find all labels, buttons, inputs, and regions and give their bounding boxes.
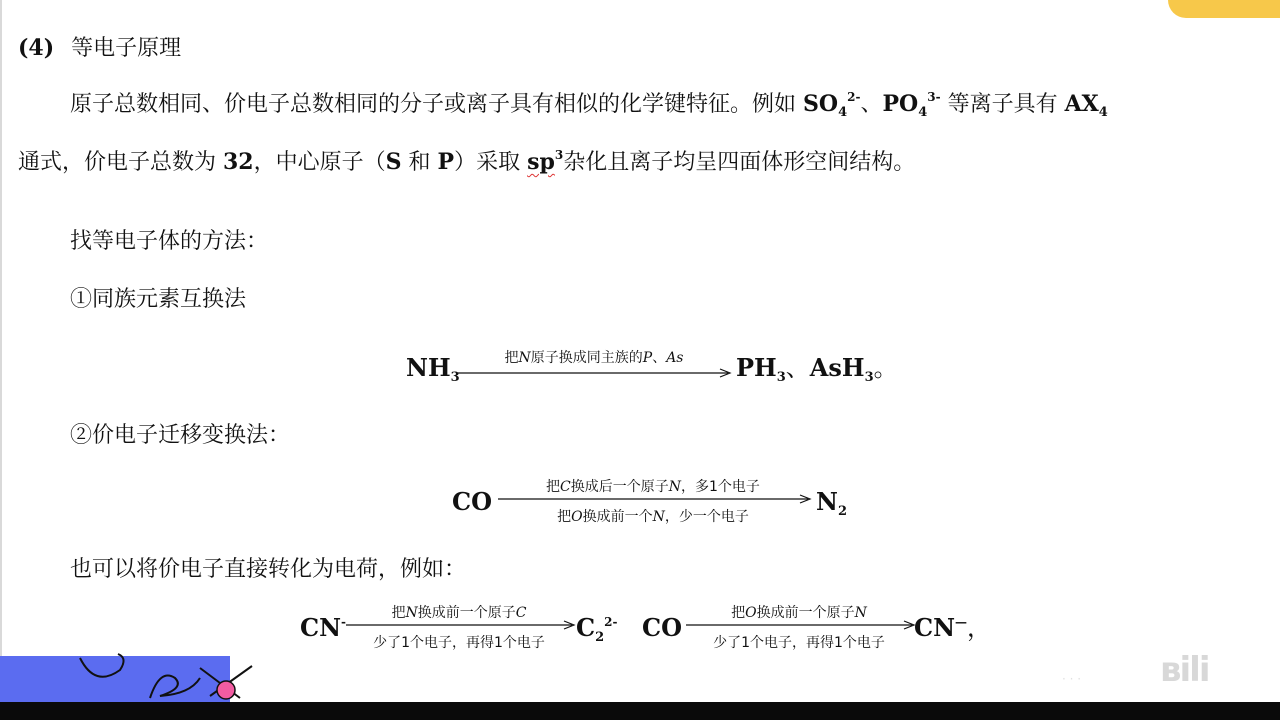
so4-subscript: 4 bbox=[838, 105, 848, 120]
bilibili-watermark-icon: ʙili bbox=[1160, 650, 1209, 690]
label-text: 、 bbox=[652, 350, 667, 366]
paragraph-line-1 bbox=[70, 90, 1108, 122]
method2-title: ②价电子迁移变换法： bbox=[70, 423, 291, 448]
formula-nh3: NH bbox=[406, 353, 451, 382]
method1-title: ①同族元素互换法 bbox=[70, 287, 247, 312]
heading-title: 等电子原理 bbox=[71, 36, 182, 61]
label-var-n: N bbox=[652, 509, 665, 525]
paragraph-text: 原子总数相同、价电子总数相同的分子或离子具有相似的化学键特征。例如 bbox=[70, 92, 803, 117]
label-var-n: N bbox=[518, 350, 531, 366]
cn-charge: - bbox=[341, 615, 347, 629]
method2-left-formula: CO bbox=[452, 487, 493, 516]
ax4-subscript: 4 bbox=[1098, 105, 1108, 120]
so4-charge: 2- bbox=[847, 90, 861, 104]
charge-title: 也可以将价电子直接转化为电荷，例如： bbox=[70, 557, 467, 582]
label-text: 原子换成同主族的 bbox=[530, 350, 643, 366]
po4-subscript: 4 bbox=[918, 105, 928, 120]
heading-number: (4) bbox=[18, 35, 55, 61]
label-var-o: O bbox=[745, 605, 757, 621]
paragraph-text: ，中心原子（ bbox=[253, 150, 386, 175]
ash3-subscript: 3 bbox=[864, 370, 874, 385]
formula-ax4: AX bbox=[1064, 91, 1099, 117]
charge2-reaction-arrow bbox=[686, 620, 916, 630]
bottom-left-decoration bbox=[0, 648, 260, 702]
charge2-left-formula: CO bbox=[642, 613, 683, 642]
corner-decoration bbox=[1168, 0, 1280, 18]
c2-charge: 2- bbox=[604, 615, 618, 629]
nh3-subscript: 3 bbox=[450, 370, 460, 385]
method1-reaction-arrow bbox=[458, 368, 732, 378]
paragraph-text: 通式，价电子总数为 bbox=[18, 150, 223, 175]
bottom-black-bar bbox=[0, 702, 1280, 720]
label-var-o: O bbox=[571, 509, 583, 525]
formula-ash3: AsH bbox=[809, 353, 865, 382]
formula-po4: PO bbox=[882, 91, 919, 117]
method2-right-formula bbox=[816, 488, 847, 521]
paragraph-text: 杂化且离子均呈四面体形空间结构。 bbox=[563, 150, 916, 175]
charge2-right-formula bbox=[914, 614, 991, 646]
label-text: 换成后一个原子 bbox=[570, 479, 669, 495]
formula-so4: SO bbox=[803, 91, 839, 117]
paragraph-text: ）采取 bbox=[454, 150, 528, 175]
label-text: 把 bbox=[557, 509, 572, 525]
label-text: 换成前一个 bbox=[582, 509, 653, 525]
slide-left-border bbox=[0, 0, 2, 702]
label-var-n: N bbox=[405, 605, 418, 621]
label-var-n: N bbox=[854, 605, 867, 621]
method1-arrow-label bbox=[460, 349, 728, 367]
charge2-arrow-bottom-label: 少了1个电子，再得1个电子 bbox=[713, 635, 885, 651]
electron-count: 32 bbox=[223, 149, 254, 175]
period: 。 bbox=[873, 354, 898, 382]
charge1-left-formula bbox=[300, 614, 346, 646]
n2-subscript: 2 bbox=[837, 504, 847, 519]
formula-n2: N bbox=[816, 487, 838, 516]
label-text: ，少一个电子 bbox=[664, 509, 749, 525]
formula-cn: CN bbox=[914, 613, 956, 642]
formula-cn: CN bbox=[300, 613, 342, 642]
label-text: 把 bbox=[731, 605, 746, 621]
element-s: S bbox=[385, 149, 402, 175]
sp3-superscript: 3 bbox=[554, 148, 564, 162]
label-var-as: As bbox=[666, 350, 684, 366]
separator: 、 bbox=[860, 92, 883, 117]
label-var-n: N bbox=[668, 479, 682, 495]
comma: ， bbox=[967, 614, 992, 642]
methods-title: 找等电子体的方法： bbox=[70, 229, 269, 254]
label-text: ，多1个电子 bbox=[681, 479, 760, 495]
charge1-arrow-bottom-label: 少了1个电子，再得1个电子 bbox=[373, 635, 545, 651]
method2-arrow-bottom-label bbox=[498, 508, 808, 526]
paragraph-line-2 bbox=[18, 148, 915, 179]
charge1-right-formula bbox=[576, 614, 618, 647]
label-text: 把 bbox=[546, 479, 561, 495]
hybrid-sp3: sp bbox=[527, 149, 555, 175]
formula-ph3: PH bbox=[736, 353, 777, 382]
label-text: 换成前一个原子 bbox=[417, 605, 516, 621]
method1-right-formula bbox=[736, 354, 898, 387]
separator: 、 bbox=[785, 354, 810, 382]
label-text: 换成前一个原子 bbox=[756, 605, 855, 621]
c2-subscript: 2 bbox=[595, 630, 605, 645]
paragraph-text: 和 bbox=[401, 150, 438, 175]
method2-reaction-arrow bbox=[498, 494, 812, 504]
label-var-c: C bbox=[560, 479, 571, 495]
watermark-small: · · · bbox=[1062, 672, 1082, 686]
section-heading bbox=[18, 34, 181, 63]
label-var-p: P bbox=[642, 350, 653, 366]
label-var-c: C bbox=[515, 605, 527, 621]
paragraph-text-tail: 等离子具有 bbox=[940, 92, 1065, 117]
charge1-reaction-arrow bbox=[346, 620, 576, 630]
formula-c2: C bbox=[576, 613, 596, 642]
po4-charge: 3- bbox=[927, 90, 941, 104]
cn-charge: — bbox=[955, 615, 968, 629]
label-text: 把 bbox=[391, 605, 406, 621]
method1-left-formula bbox=[406, 354, 460, 387]
ph3-subscript: 3 bbox=[776, 370, 786, 385]
label-text: 把 bbox=[504, 350, 519, 366]
element-p: P bbox=[437, 149, 455, 175]
